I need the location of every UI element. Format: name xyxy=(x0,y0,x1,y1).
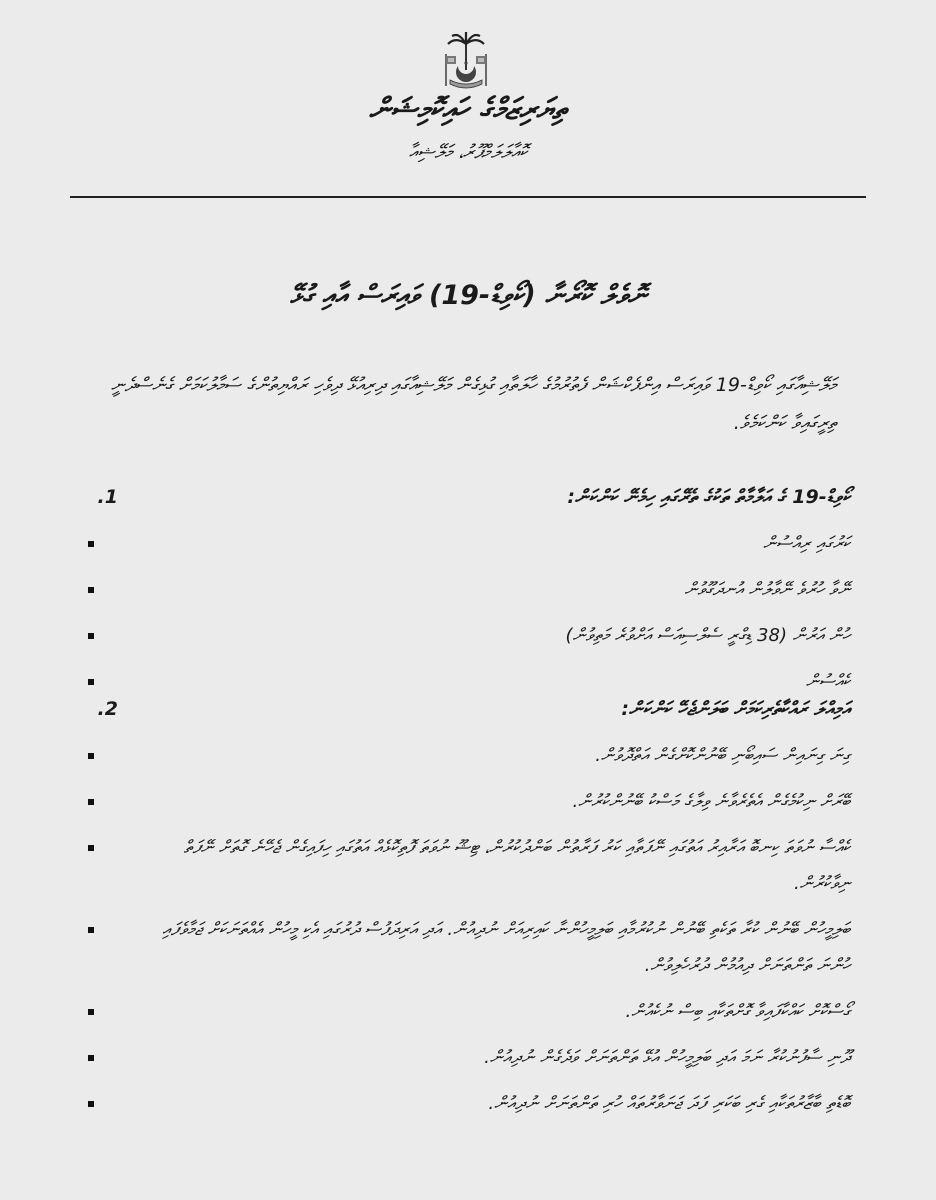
section-number: 1. xyxy=(97,486,118,508)
symptom-list xyxy=(80,526,850,700)
bullet-icon xyxy=(80,738,124,774)
list-item: ނޭވާ ހުރުވެ ނޭވާލުން އުނދަގޫވުން xyxy=(80,572,850,608)
list-item: ގިނަ ގިނައިން ސައިބޯނި ބޭނުންކޮށްގެން އަތްދޮވުން. xyxy=(80,738,850,774)
section-heading xyxy=(80,482,850,512)
header-divider xyxy=(70,196,866,198)
bullet-icon xyxy=(80,784,124,820)
section-number: 2. xyxy=(97,698,118,720)
intro-paragraph: މަލޭޝިއާގައި ކޯވިޑް-19 ވައިރަސް އިންފެކްޝަން ފެތުރުމުގެ ހާލަތާއި ގުޅިގެން މަލޭޝިއާގައި ދިރިއުޅޭ ދިވެހި ރައްޔިތުންގެ ސަމާލުކަމަށް ގެނެސްދެނީ ތިރީގައިވާ ކަންކަމެވެ. xyxy=(110,374,836,434)
section-heading-text: ކޯވިޑް-19 ގެ އަލާމާތް ތަކުގެ ތެރޭގައި ހިމެނޭ ކަންކަން: xyxy=(567,486,850,508)
bullet-icon xyxy=(80,526,124,562)
section-heading xyxy=(80,694,850,724)
ministry-location: ކޮއާލަލަމްޕޫރު، މަލޭޝިއާ xyxy=(408,141,528,163)
list-item: ބަލިމީހުން ބޭނުން ކުރާ ތަކެތި ބޭނުން ނުކުރުމާއި ބަލިމީހުންނާ ކައިރިއަށް ނުދިއުން. އަދި އަރިދަފުސް ދުރުގައި އެކި މީހުން އެއްތަނަކަށް ޖަމާވެފައި ހުންނަ ތަންތަނަށް ދިއުމުން ދުރުހެލިވުން. xyxy=(80,912,850,984)
list-item: ކެއްސުން xyxy=(80,664,850,700)
document-title: ނޮވެލް ކޮރޯނާ (ކޯވިޑް-19) ވައިރަސް އާއި ގުޅޭ xyxy=(289,280,647,311)
bullet-icon xyxy=(80,1040,124,1076)
bullet-icon xyxy=(80,994,124,1030)
bullet-icon xyxy=(80,618,124,654)
section-heading-text: އަމިއްލަ ރައްކާތެރިކަމަށް ބަލަންޖެހޭ ކަންކަން: xyxy=(621,698,850,720)
bullet-icon xyxy=(80,1086,124,1122)
bullet-icon xyxy=(80,912,124,948)
list-item: ކެއްސާ ނުވަތަ ކިނބޮ އަރާއިރު އަތުގައި ނޭފަތާއި ކަރު ފަރާތުން ބަންދުކުރުން، ޓިޝޫ ނުވަތަ ފޮތިކޮޅެއް އަތުގައި ހިފައިގެން ޖެހޭނެ ގޮތަށް ނޭފަތް ނިވާކުރުން. xyxy=(80,830,850,902)
maldives-emblem-icon xyxy=(436,30,496,92)
list-item: ދޫނި ސާފުނުކުރާ ނަމަ އަދި ބަލިމީހުން އުޅޭ ތަންތަނަށް ވަދެގެން ނުދިއުން. xyxy=(80,1040,850,1076)
bullet-icon xyxy=(80,572,124,608)
section-precautions xyxy=(80,694,850,1132)
list-item: ބޮޑެތި ބާޒާރުތަކާއި ގެރި ބަކަރި ފަދަ ޖަނަވާރުތައް ހުރި ތަންތަނަށް ނުދިއުން. xyxy=(80,1086,850,1122)
section-symptoms xyxy=(80,482,850,710)
list-item: ކަރުގައި ރިއްސުން xyxy=(80,526,850,562)
list-item: ބޭރަށް ނިކުމެގެން އެތެރެވާނެ ވިލާގެ މަސްކު ބޭނުންކުރުން. xyxy=(80,784,850,820)
ministry-name: ތިޔަރިޒަމްގެ ހައިކޮމިޝަން xyxy=(368,92,568,127)
list-item: ގޯސްކޮށް ކައްކާފައިވާ ގޮށްތަކާއި ބިސް ނުކެއުން. xyxy=(80,994,850,1030)
precaution-list xyxy=(80,738,850,1122)
list-item: ހުން އަރުން (38 ޑިގްރީ ސެލްސިއަސް އަށްވުރެ މަތިވުން) xyxy=(80,618,850,654)
bullet-icon xyxy=(80,830,124,866)
